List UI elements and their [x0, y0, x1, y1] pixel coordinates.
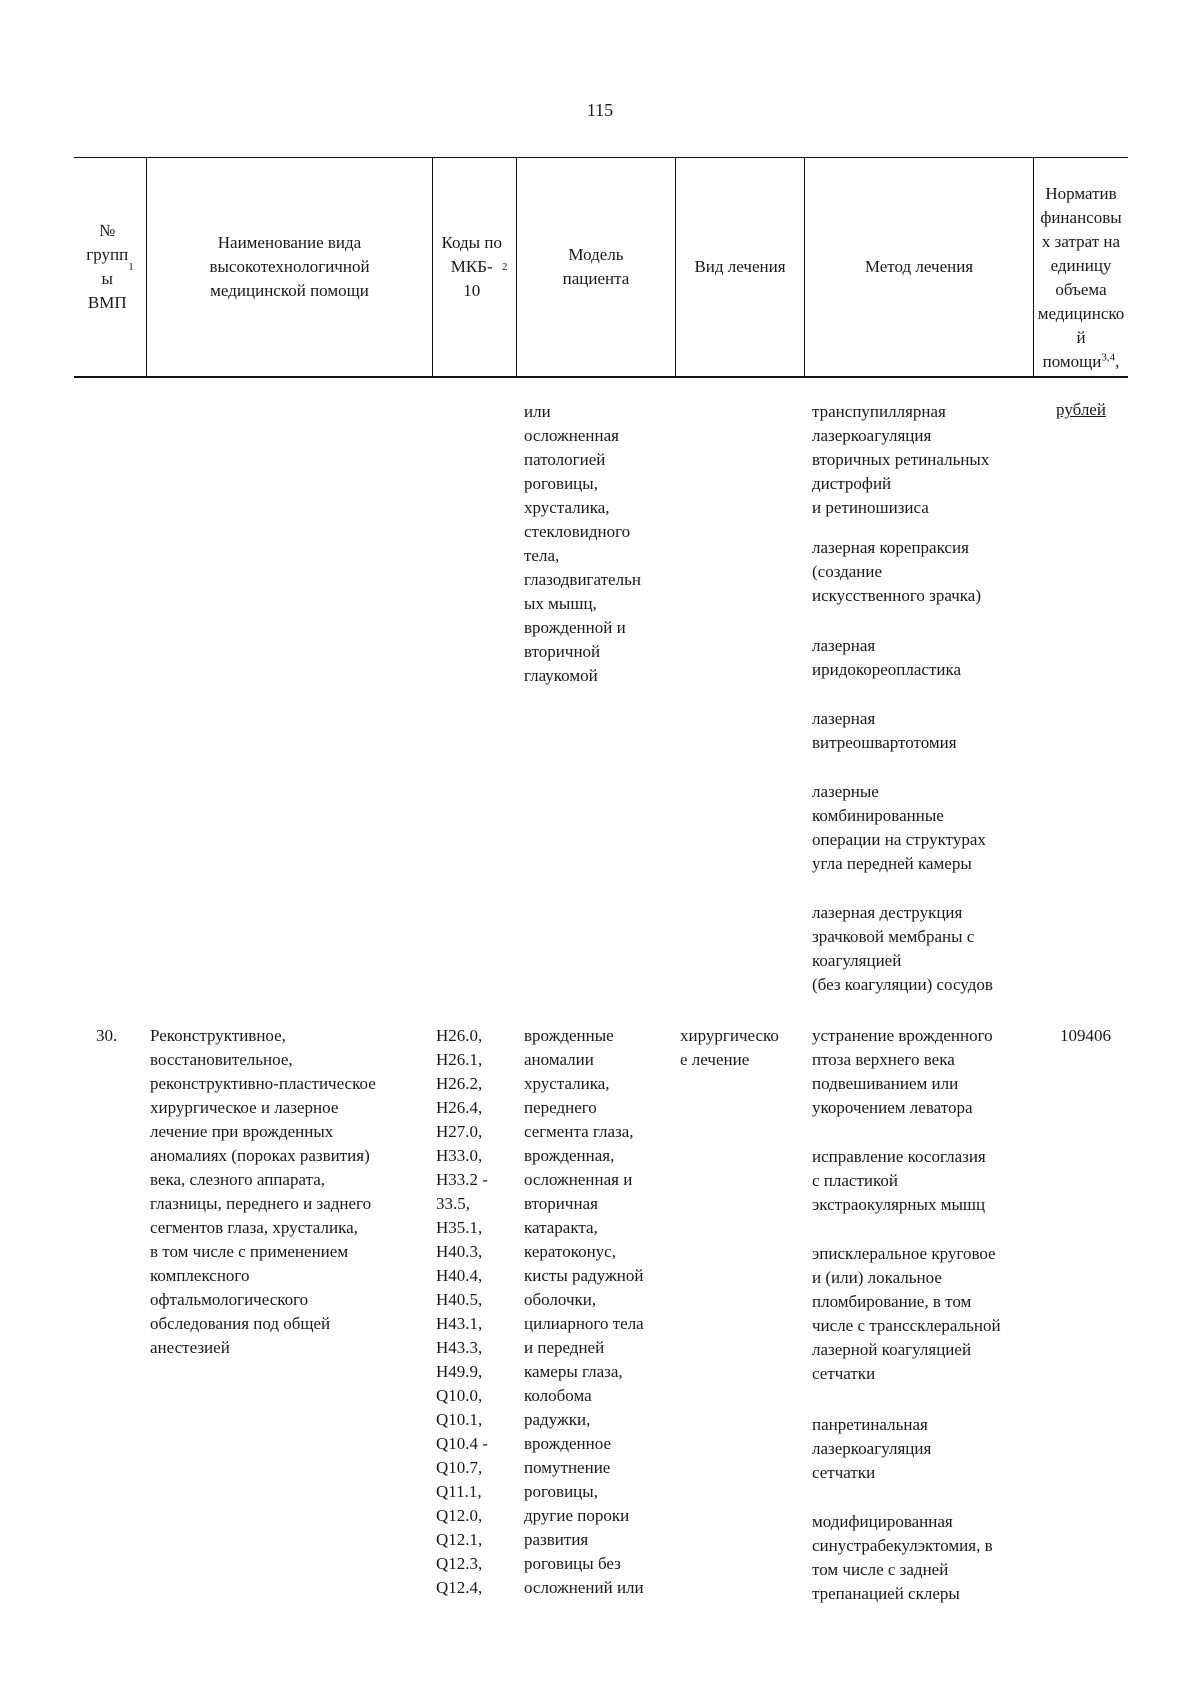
row-30-method-1: устранение врожденного птоза верхнего века подвешиванием или укорочением леватора: [812, 1026, 993, 1117]
header-cost-comma: ,: [1115, 352, 1120, 371]
header-care-type: Наименование вида высокотехнологичной медицинской помощи: [209, 233, 370, 300]
header-treatment-type: Вид лечения: [694, 257, 786, 276]
header-group-text: № групп ы ВМП: [86, 221, 129, 312]
page-number: 115: [586, 100, 614, 120]
header-codes-text: Коды по МКБ- 10: [441, 233, 502, 300]
header-cost-text: Норматив финансовы х затрат на единицу объема медицинско й помощи: [1037, 184, 1125, 371]
row-30-number: 30.: [96, 1026, 118, 1045]
continuation-method-2: лазерная корепраксия (создание искусственного зрачка): [812, 538, 981, 605]
header-group-number: № групп ы ВМП 1: [74, 158, 146, 376]
continuation-method-3: лазерная иридокореопластика: [812, 636, 962, 679]
continuation-patient-model: или осложненная патологией роговицы, хрусталика, стекловидного тела, глазодвигательн ых мышц, врожденной и вторичной глаукомой: [524, 402, 641, 685]
header-cost-standard: [1034, 158, 1128, 419]
header-cost-footnote: 3,4: [1101, 351, 1116, 364]
row-30-icd-codes: H26.0, H26.1, H26.2, H26.4, H27.0, H33.0, H33.2 - 33.5, H35.1, H40.3, H40.4, H40.5, H43.1, H43.3, H49.9, Q10.0, Q10.1, Q10.4 - Q10.7, Q11.1, Q12.0, Q12.1, Q12.3, Q12.4,: [436, 1026, 488, 1597]
row-30-method-2: исправление косоглазия с пластикой экстраокулярных мышц: [812, 1147, 986, 1214]
header-treatment-method: Метод лечения: [864, 257, 974, 276]
continuation-method-4: лазерная витреошвартотомия: [812, 709, 957, 752]
header-cost-unit: рублей: [1056, 400, 1106, 419]
row-30-method-3: эписклеральное круговое и (или) локальное пломбирование, в том числе с транссклеральной лазерной коагуляцией сетчатки: [812, 1244, 1001, 1383]
continuation-method-1: транспупиллярная лазеркоагуляция вторичных ретинальных дистрофий и ретиношизиса: [812, 402, 990, 517]
continuation-method-6: лазерная деструкция зрачковой мембраны с коагуляцией (без коагуляции) сосудов: [812, 903, 993, 994]
header-patient-model: Модель пациента: [562, 245, 630, 288]
header-bottom-border: [74, 376, 1128, 378]
row-30-patient-model: врожденные аномалии хрусталика, переднего сегмента глаза, врожденная, осложненная и вторичная катаракта, кератоконус, кисты радужной оболочки, цилиарного тела и передней камеры глаза, колобома радужки, врожденное помутнение роговицы, другие пороки развития роговицы без осложнений или: [524, 1026, 644, 1597]
row-30-cost: 109406: [1060, 1026, 1111, 1045]
header-icd-codes: Коды по МКБ- 10 2: [433, 158, 516, 376]
row-30-treatment-type: хирургическо е лечение: [680, 1026, 779, 1069]
row-30-method-5: модифицированная синустрабекулэктомия, в том числе с задней трепанацией склеры: [812, 1512, 993, 1603]
row-30-care-type: Реконструктивное, восстановительное, реконструктивно-пластическое хирургическое и лазерное лечение при врожденных аномалиях (пороках развития) века, слезного аппарата, глазницы, переднего и заднего сегментов глаза, хрусталика, в том числе с применением комплексного офтальмологического обследования под общей анестезией: [150, 1026, 376, 1357]
continuation-method-5: лазерные комбинированные операции на структурах угла передней камеры: [812, 782, 986, 873]
row-30-method-4: панретинальная лазеркоагуляция сетчатки: [812, 1415, 932, 1482]
